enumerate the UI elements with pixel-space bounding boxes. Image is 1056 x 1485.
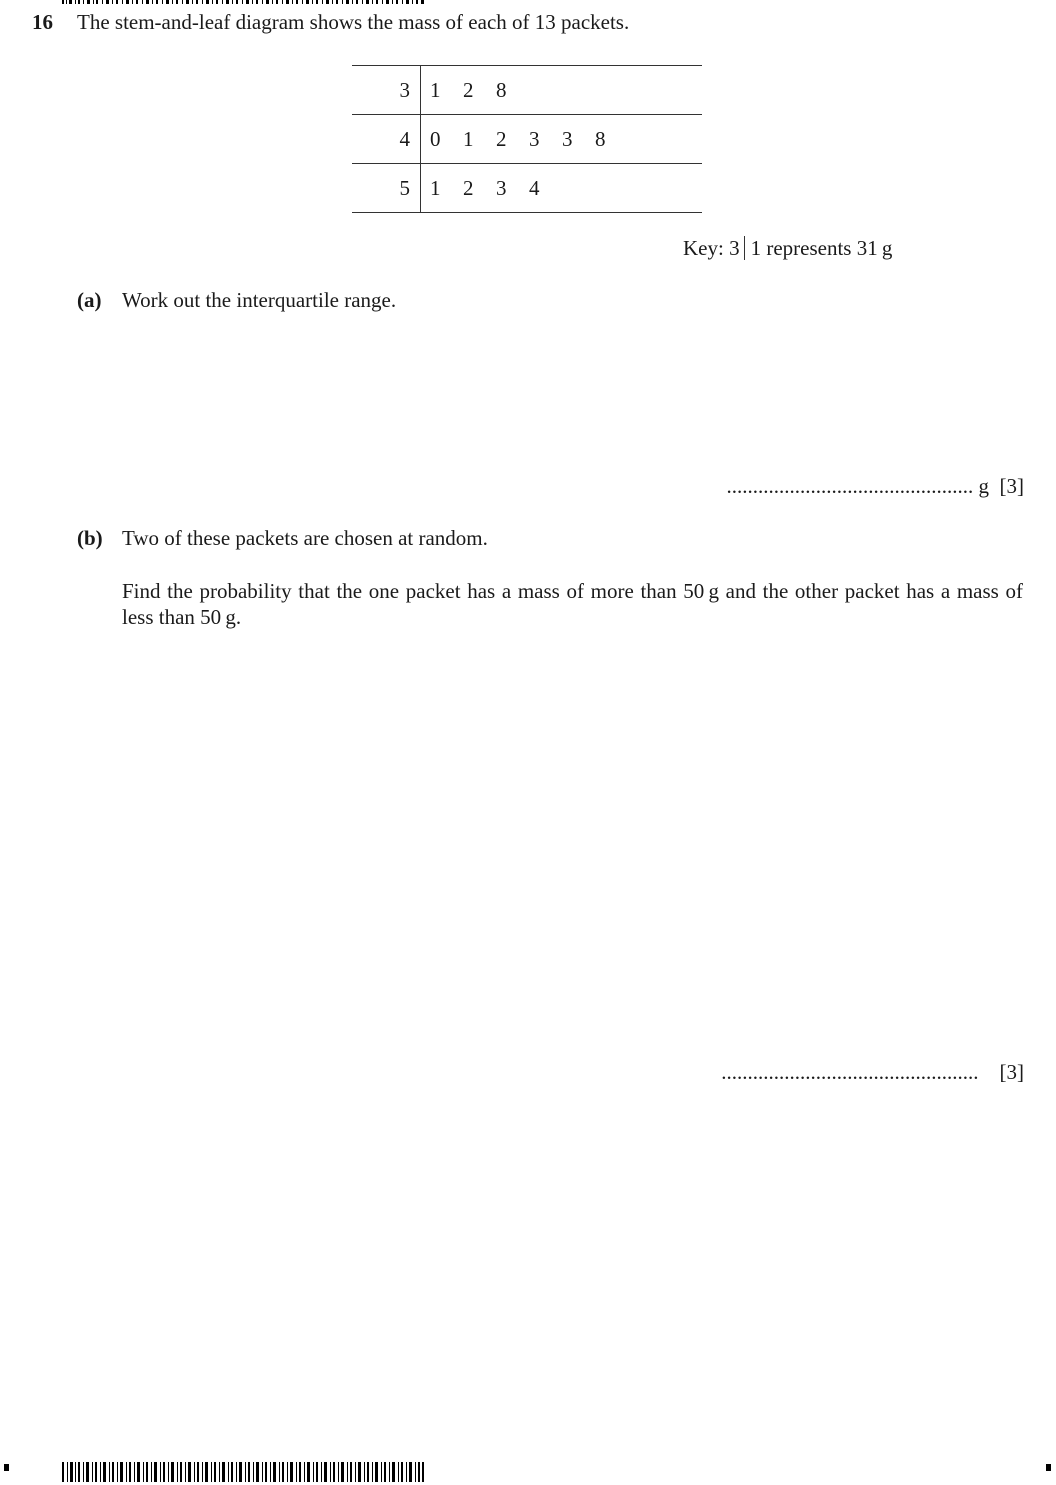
leaf-value: 1	[430, 176, 441, 200]
key-prefix: Key: 3	[683, 236, 740, 260]
stem-row	[352, 65, 702, 114]
part-b-text-1: Two of these packets are chosen at random.	[122, 526, 488, 550]
bottom-barcode	[62, 1462, 424, 1482]
answer-unit: g	[978, 474, 989, 498]
question-intro: The stem-and-leaf diagram shows the mass of each of 13 packets.	[77, 10, 630, 34]
stem-value: 3	[399, 78, 410, 102]
marks-label: [3]	[999, 1060, 1024, 1084]
registration-mark	[1046, 1464, 1051, 1471]
stem-row	[352, 114, 702, 163]
part-a-answer-line[interactable]	[727, 474, 1025, 499]
key-suffix: 1 represents 31 g	[750, 236, 893, 260]
leaf-list	[430, 66, 529, 114]
leaf-value: 8	[496, 78, 507, 102]
answer-dots: .................................................	[721, 1060, 979, 1084]
leaf-value: 0	[430, 127, 441, 151]
part-b-text-2: Find the probability that the one packet has a mass of more than 50 g and the other packet has a mass of less than 50 g.	[122, 579, 1023, 629]
part-a-label: (a)	[77, 288, 102, 312]
leaf-list	[430, 115, 628, 163]
leaf-value: 1	[430, 78, 441, 102]
stem-row	[352, 163, 702, 213]
leaf-list	[430, 164, 562, 212]
leaf-value: 2	[496, 127, 507, 151]
top-barcode-strip	[62, 0, 424, 4]
diagram-key	[683, 236, 892, 261]
stem-divider	[420, 66, 421, 114]
leaf-value: 3	[496, 176, 507, 200]
registration-mark	[4, 1464, 9, 1471]
leaf-value: 2	[463, 78, 474, 102]
answer-dots: ...............................................	[726, 474, 974, 498]
leaf-value: 2	[463, 176, 474, 200]
key-divider	[744, 236, 745, 260]
question-number: 16	[32, 10, 53, 34]
stem-divider	[420, 115, 421, 163]
leaf-value: 8	[595, 127, 606, 151]
stem-value: 4	[399, 127, 410, 151]
leaf-value: 3	[562, 127, 573, 151]
leaf-value: 1	[463, 127, 474, 151]
part-b-answer-line[interactable]	[721, 1060, 1024, 1085]
leaf-value: 4	[529, 176, 540, 200]
stem-and-leaf-diagram	[352, 65, 702, 213]
part-a-text: Work out the interquartile range.	[122, 288, 397, 312]
part-b-label: (b)	[77, 526, 103, 550]
marks-label: [3]	[999, 474, 1024, 498]
stem-value: 5	[399, 176, 410, 200]
stem-divider	[420, 164, 421, 212]
leaf-value: 3	[529, 127, 540, 151]
